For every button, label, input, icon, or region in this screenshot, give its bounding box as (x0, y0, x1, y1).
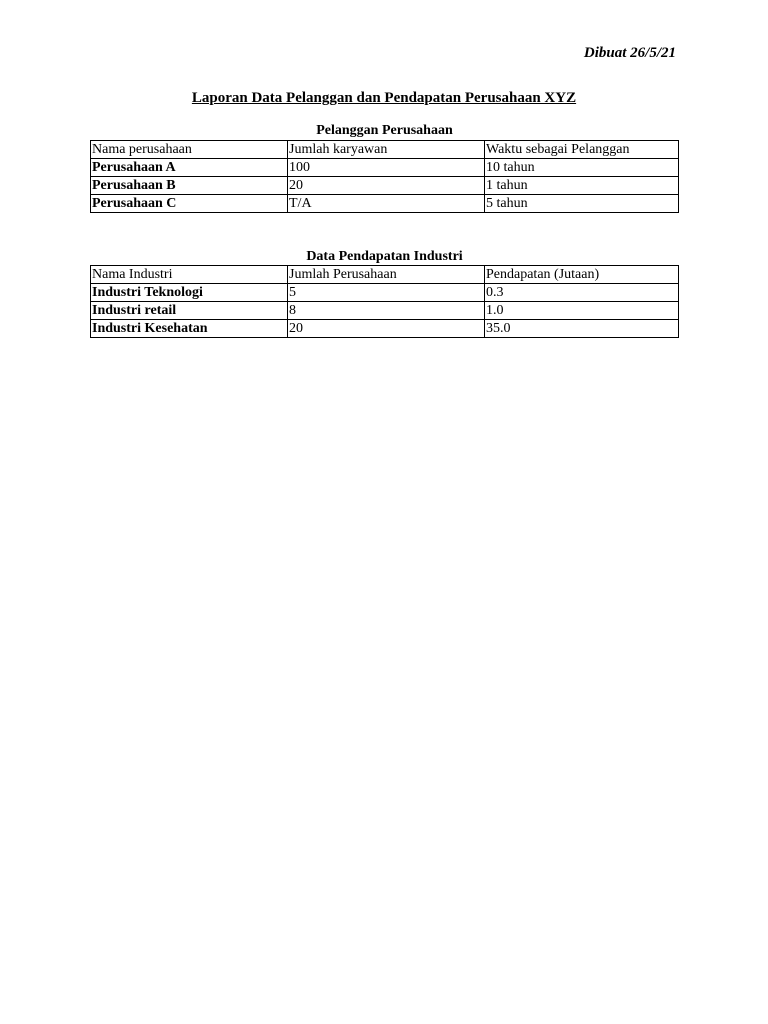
customers-table (90, 140, 679, 213)
industry-name-cell: Industri Kesehatan (91, 320, 288, 338)
table-row (91, 177, 679, 195)
table-row (91, 320, 679, 338)
revenue-table (90, 265, 679, 338)
customers-table-title: Pelanggan Perusahaan (316, 123, 453, 138)
report-title: Laporan Data Pelanggan dan Pendapatan Perusahaan XYZ (191, 90, 577, 106)
table-row (91, 284, 679, 302)
company-count-cell: 5 (288, 284, 485, 302)
industry-name-cell: Industri retail (91, 302, 288, 320)
employee-count-cell: 100 (288, 159, 485, 177)
column-header: Jumlah karyawan (288, 141, 485, 159)
company-name-cell: Perusahaan C (91, 195, 288, 213)
column-header: Pendapatan (Jutaan) (485, 266, 679, 284)
employee-count-cell: T/A (288, 195, 485, 213)
customer-duration-cell: 1 tahun (485, 177, 679, 195)
column-header: Jumlah Perusahaan (288, 266, 485, 284)
table-row (91, 159, 679, 177)
revenue-cell: 0.3 (485, 284, 679, 302)
table-row (91, 302, 679, 320)
table-row (91, 195, 679, 213)
industry-name-cell: Industri Teknologi (91, 284, 288, 302)
company-count-cell: 20 (288, 320, 485, 338)
company-name-cell: Perusahaan A (91, 159, 288, 177)
customer-duration-cell: 10 tahun (485, 159, 679, 177)
column-header: Waktu sebagai Pelanggan (485, 141, 679, 159)
revenue-table-title: Data Pendapatan Industri (306, 249, 463, 264)
revenue-cell: 1.0 (485, 302, 679, 320)
table-header-row (91, 266, 679, 284)
column-header: Nama perusahaan (91, 141, 288, 159)
table-header-row (91, 141, 679, 159)
company-name-cell: Perusahaan B (91, 177, 288, 195)
company-count-cell: 8 (288, 302, 485, 320)
column-header: Nama Industri (91, 266, 288, 284)
customer-duration-cell: 5 tahun (485, 195, 679, 213)
created-date: Dibuat 26/5/21 (583, 45, 676, 61)
revenue-cell: 35.0 (485, 320, 679, 338)
employee-count-cell: 20 (288, 177, 485, 195)
